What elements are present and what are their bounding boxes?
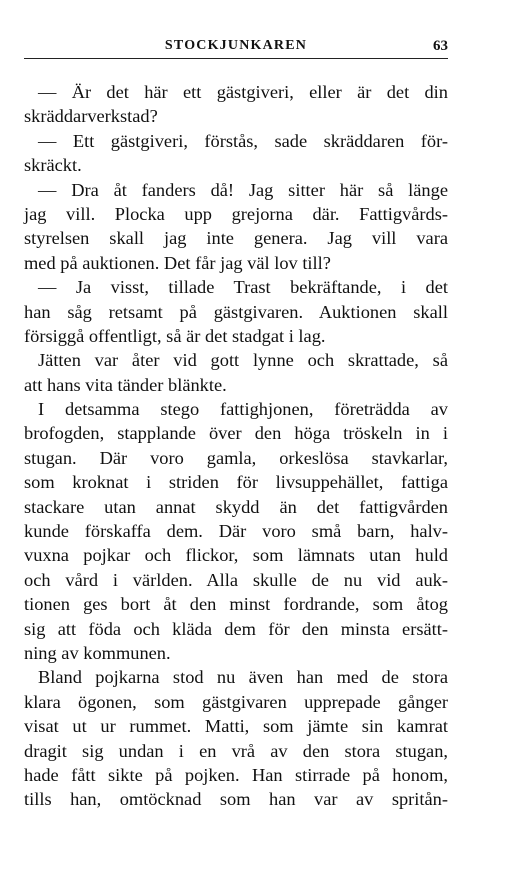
text-line: — Ett gästgiveri, förstås, sade skräddaren för- — [38, 130, 448, 151]
text-line: Jätten var åter vid gott lynne och skrattade, så — [38, 350, 448, 371]
text-line: sig att föda och kläda dem för den minsta ersätt- — [24, 618, 448, 639]
page-number: 63 — [433, 38, 448, 54]
text-line: han såg retsamt på gästgivaren. Auktionen skall — [24, 301, 448, 322]
text-line: — Ja visst, tillade Trast bekräftande, i det — [38, 277, 448, 298]
text-line: stackare utan annat skydd än det fattigvården — [24, 496, 448, 517]
text-line: styrelsen skall jag inte genera. Jag vill vara — [24, 228, 448, 249]
text-line: visat ut ur rummet. Matti, som jämte sin kamrat — [24, 716, 448, 737]
running-head: STOCKJUNKAREN — [164, 38, 308, 53]
text-line: hade fått sikte på pojken. Han stirrade på honom, — [24, 764, 448, 785]
text-line: stugan. Där voro gamla, orkeslösa stavkarlar, — [24, 447, 448, 468]
text-line: tionen ges bort åt den minst fordrande, som åtog — [24, 594, 448, 615]
text-line: och vård i världen. Alla skulle de nu vid auk- — [24, 569, 448, 590]
text-line: som kroknat i striden för livsuppehället, fattiga — [24, 472, 448, 493]
text-line: ning av kommunen. — [24, 642, 171, 663]
text-line: skräckt. — [24, 155, 82, 176]
text-line: jag vill. Plocka upp grejorna där. Fattigvårds- — [24, 203, 448, 224]
text-line: dragit sig undan i en vrå av den stora stugan, — [24, 740, 448, 761]
page-header — [24, 36, 448, 59]
text-line: försiggå offentligt, så är det stadgat i lag. — [24, 325, 326, 346]
text-line: I detsamma stego fattighjonen, företrädda av — [38, 399, 448, 420]
body-text — [24, 80, 448, 812]
text-line: att hans vita tänder blänkte. — [24, 374, 227, 395]
text-line: med på auktionen. Det får jag väl lov till? — [24, 252, 331, 273]
text-line: skräddarverkstad? — [24, 106, 158, 127]
text-line: brofogden, stapplande över den höga tröskeln in i — [24, 423, 448, 444]
text-line: tills han, omtöcknad som han var av spritån- — [24, 789, 448, 810]
text-line: — Är det här ett gästgiveri, eller är det din — [38, 82, 448, 102]
text-line: kunde förskaffa dem. Där voro små barn, halv- — [24, 521, 448, 542]
text-line: vuxna pojkar och flickor, som lämnats utan huld — [24, 545, 448, 566]
text-line: Bland pojkarna stod nu även han med de stora — [38, 667, 448, 688]
text-line: — Dra åt fanders då! Jag sitter här så länge — [38, 179, 448, 200]
text-line: klara ögonen, som gästgivaren upprepade gånger — [24, 691, 448, 712]
